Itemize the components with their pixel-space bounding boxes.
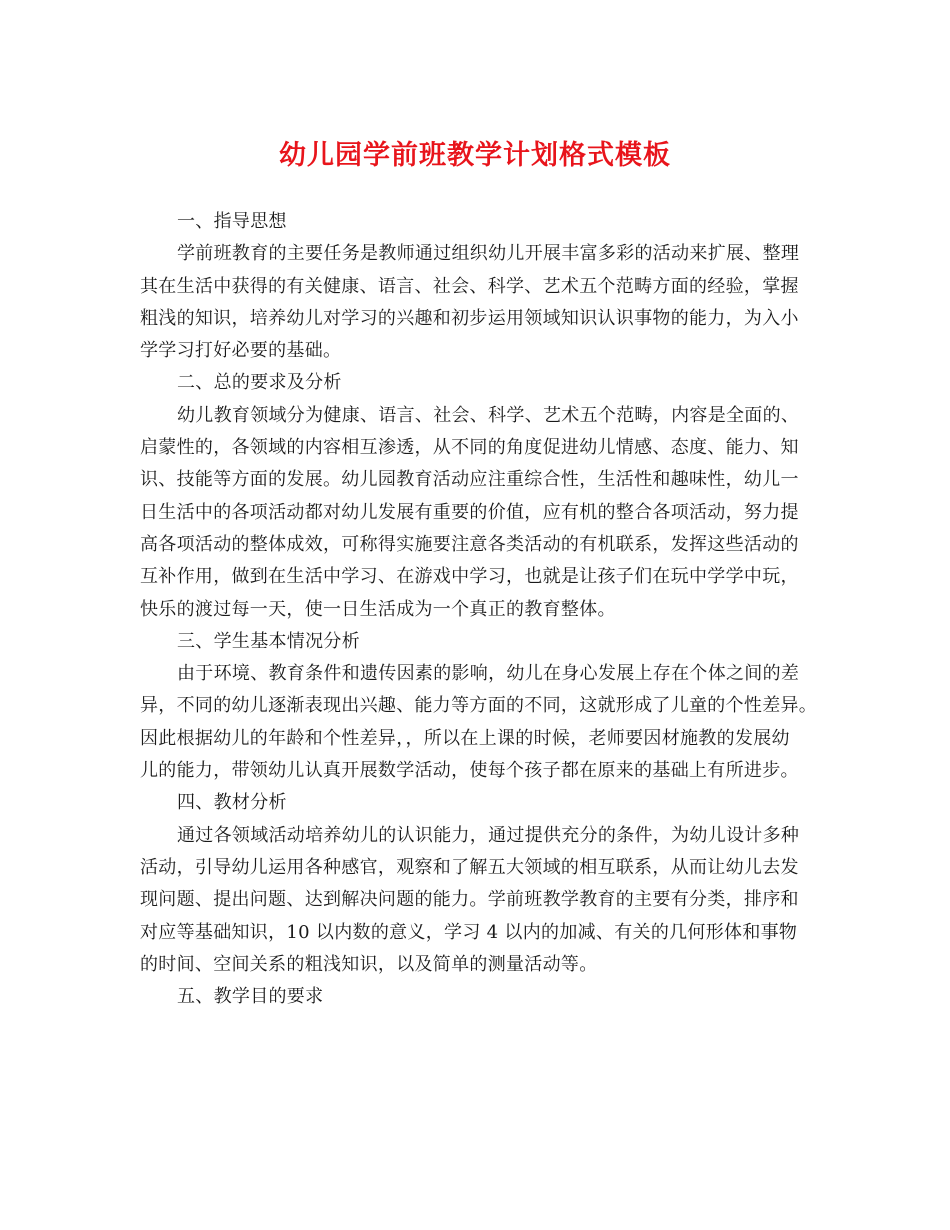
paragraph-line: 儿的能力，带领幼儿认真开展数学活动，使每个孩子都在原来的基础上有所进步。 (140, 760, 799, 782)
paragraph-line: 因此根据幼儿的年龄和个性差异，，所以在上课的时候，老师要因材施教的发展幼 (140, 727, 790, 749)
document-body (140, 206, 830, 1013)
section-heading: 四、教材分析 (177, 792, 287, 814)
paragraph-line: 学学习打好必要的基础。 (140, 340, 342, 362)
paragraph-line: 粗浅的知识，培养幼儿对学习的兴趣和初步运用领域知识认识事物的能力，为入小 (140, 307, 799, 329)
paragraph-line: 由于环境、教育条件和遗传因素的影响，幼儿在身心发展上存在个体之间的差 (177, 663, 800, 685)
paragraph-line: 日生活中的各项活动都对幼儿发展有重要的价值，应有机的整合各项活动，努力提 (140, 501, 799, 523)
paragraph-line: 通过各领域活动培养幼儿的认识能力，通过提供充分的条件，为幼儿设计多种 (177, 824, 800, 846)
paragraph-line: 异，不同的幼儿逐渐表现出兴趣、能力等方面的不同，这就形成了儿童的个性差异。 (140, 695, 818, 717)
paragraph-line: 现问题、提出问题、达到解决问题的能力。学前班教学教育的主要有分类，排序和 (140, 889, 799, 911)
paragraph-line: 高各项活动的整体成效，可称得实施要注意各类活动的有机联系，发挥这些活动的 (140, 533, 799, 555)
section-heading: 五、教学目的要求 (177, 986, 324, 1008)
paragraph-line: 启蒙性的，各领域的内容相互渗透，从不同的角度促进幼儿情感、态度、能力、知 (140, 437, 799, 459)
paragraph-line: 活动，引导幼儿运用各种感官，观察和了解五大领域的相互联系，从而让幼儿去发 (140, 856, 799, 878)
paragraph-line: 幼儿教育领域分为健康、语言、社会、科学、艺术五个范畴，内容是全面的、 (177, 404, 800, 426)
paragraph-line: 快乐的渡过每一天，使一日生活成为一个真正的教育整体。 (140, 598, 616, 620)
paragraph-line: 其在生活中获得的有关健康、语言、社会、科学、艺术五个范畴方面的经验，掌握 (140, 275, 799, 297)
paragraph-line: 对应等基础知识，10 以内数的意义，学习 4 以内的加减、有关的几何形体和事物 (140, 921, 798, 943)
document-title: 幼儿园学前班教学计划格式模板 (279, 140, 671, 171)
section-heading: 一、指导思想 (177, 211, 287, 232)
paragraph-line: 互补作用，做到在生活中学习、在游戏中学习，也就是让孩子们在玩中学学中玩， (140, 566, 799, 588)
paragraph-line: 识、技能等方面的发展。幼儿园教育活动应注重综合性，生活性和趣味性，幼儿一 (140, 469, 799, 491)
paragraph-line: 的时间、空间关系的粗浅知识，以及简单的测量活动等。 (140, 953, 598, 975)
section-heading: 三、学生基本情况分析 (177, 630, 360, 652)
section-heading: 二、总的要求及分析 (177, 372, 342, 394)
paragraph-line: 学前班教育的主要任务是教师通过组织幼儿开展丰富多彩的活动来扩展、整理 (177, 243, 800, 265)
